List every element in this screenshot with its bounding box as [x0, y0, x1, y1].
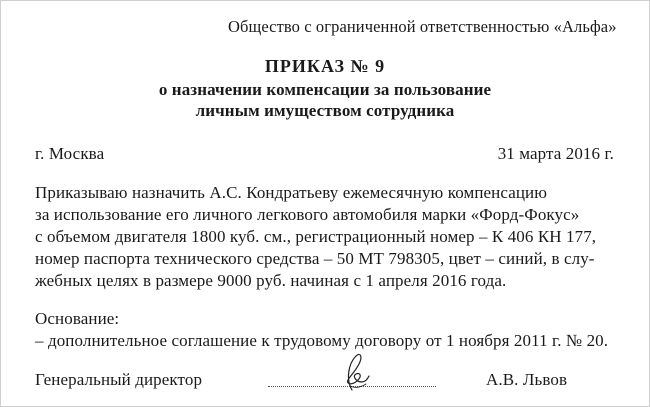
city: г. Москва: [35, 144, 105, 163]
order-subject-line-2: личным имуществом сотрудника: [195, 101, 455, 120]
signer-position: Генеральный директор: [35, 370, 203, 389]
body-line: Приказываю назначить А.С. Кондратьеву ежемесячную компенсацию: [35, 183, 548, 202]
body-line: номер паспорта технического средства – 50 МТ 798305, цвет – синий, в слу-: [35, 249, 595, 268]
body-line: жебных целях в размере 9000 руб. начиная с 1 апреля 2016 года.: [35, 271, 507, 290]
basis-label: Основание:: [35, 309, 120, 328]
body-line: с объемом двигателя 1800 куб. см., регистрационный номер – К 406 КН 177,: [35, 227, 597, 246]
signer-name: А.В. Львов: [486, 370, 568, 389]
order-date: 31 марта 2016 г.: [497, 144, 614, 163]
handwritten-signature: [336, 350, 376, 394]
organization-name: Общество с ограниченной ответственностью «Альфа»: [228, 17, 617, 36]
body-line: за использование его личного легкового автомобиля марки «Форд-Фокус»: [35, 205, 580, 224]
basis-item: – дополнительное соглашение к трудовому договору от 1 ноября 2011 г. № 20.: [35, 331, 609, 350]
order-subject-line-1: о назначении компенсации за пользование: [158, 80, 492, 99]
order-title: ПРИКАЗ № 9: [264, 56, 386, 76]
